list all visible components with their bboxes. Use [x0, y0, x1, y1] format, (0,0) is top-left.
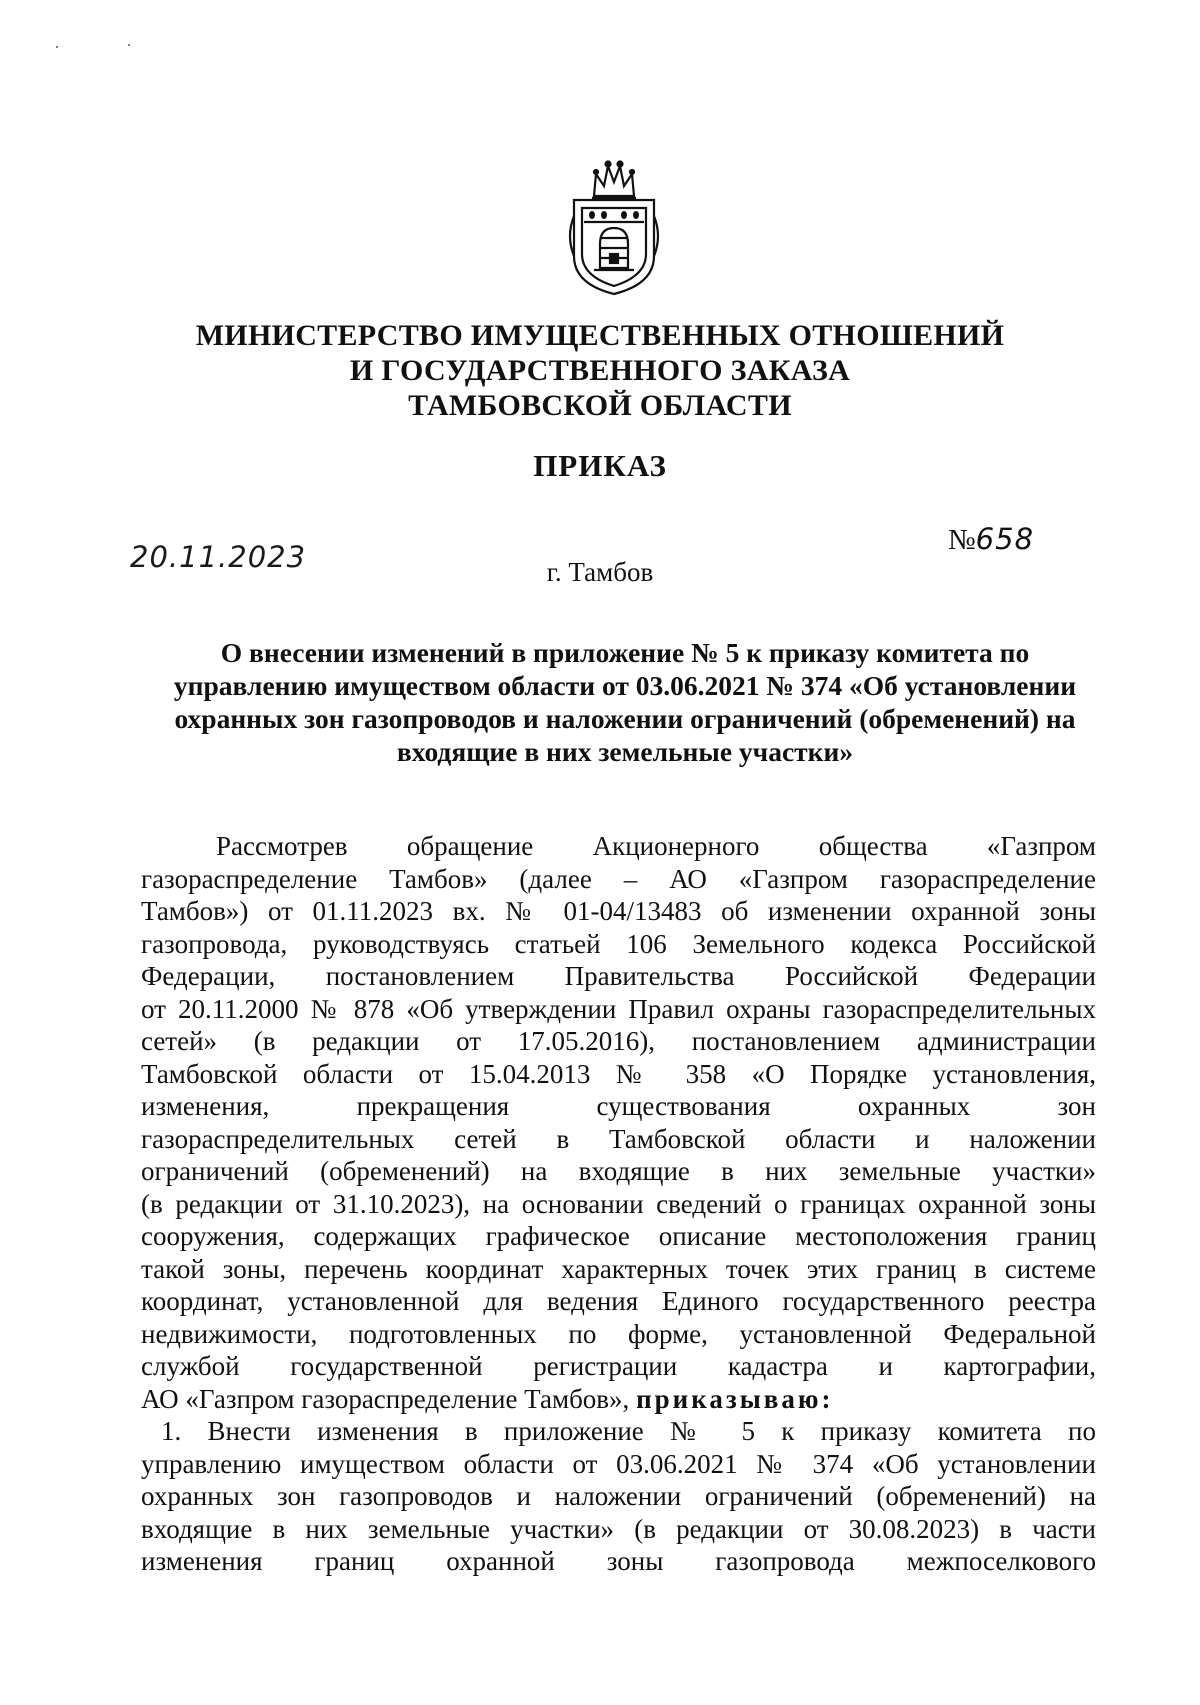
body-line: входящие в них земельные участки» (в редакции от 30.08.2023) в части — [141, 1513, 1096, 1544]
body-line: сооружения, содержащих графическое описание местоположения границ — [141, 1221, 1096, 1251]
body-line: 1. Внести изменения в приложение № 5 к приказу комитета по — [161, 1416, 1096, 1446]
body-line: координат, установленной для ведения Единого государственного реестра — [141, 1286, 1096, 1316]
document-number — [948, 522, 1034, 557]
body-line: от 20.11.2000 № 878 «Об утверждении Правил охраны газораспределительных — [141, 993, 1096, 1024]
body-line: такой зоны, перечень координат характерных точек этих границ в системе — [141, 1253, 1096, 1284]
body-line: охранных зон газопроводов и наложении ограничений (обременений) на — [141, 1481, 1096, 1511]
body-line: ограничений (обременений) на входящие в них земельные участки» — [141, 1156, 1096, 1186]
body-line: Тамбов») от 01.11.2023 вх. № 01-04/13483 об изменении охранной зоны — [141, 896, 1096, 926]
number-sign: № — [948, 524, 976, 556]
body-line: газораспределительных сетей в Тамбовской области и наложении — [141, 1123, 1096, 1154]
order-verb: приказываю: — [636, 1383, 834, 1414]
handwritten-number: 658 — [975, 522, 1035, 556]
city-line: г. Тамбов — [546, 557, 654, 587]
ministry-line-1: МИНИСТЕРСТВО ИМУЩЕСТВЕННЫХ ОТНОШЕНИЙ — [195, 319, 1005, 352]
body-line: газораспределение Тамбов» (далее – АО «Газпром газораспределение — [141, 863, 1096, 894]
body-line: Федерации, постановлением Правительства Российской Федерации — [141, 961, 1096, 991]
body-line: сетей» (в редакции от 17.05.2016), постановлением администрации — [141, 1026, 1096, 1056]
body-line: Тамбовской области от 15.04.2013 № 358 «О Порядке установления, — [141, 1058, 1096, 1089]
body-line: (в редакции от 31.10.2023), на основании сведений о границах охранной зоны — [141, 1188, 1096, 1219]
scan-speck — [56, 46, 58, 48]
ministry-name — [0, 318, 1200, 423]
body-line: управлению имуществом области от 03.06.2021 № 374 «Об установлении — [141, 1448, 1096, 1479]
document-type: ПРИКАЗ — [533, 448, 667, 483]
coat-of-arms-emblem — [566, 156, 662, 298]
ministry-line-3: ТАМБОВСКОЙ ОБЛАСТИ — [408, 389, 792, 422]
body-line-final — [141, 1383, 1096, 1416]
title-line: охранных зон газопроводов и наложении ограничений (обременений) на — [174, 703, 1076, 734]
body-line: службой государственной регистрации кадастра и картографии, — [141, 1351, 1096, 1381]
handwritten-date: 20.11.2023 — [130, 540, 307, 574]
body-line-text: АО «Газпром газораспределение Тамбов», — [141, 1383, 637, 1414]
title-line: управлению имуществом области от 03.06.2021 № 374 «Об установлении — [173, 670, 1077, 701]
order-body — [141, 830, 1096, 1578]
body-line: недвижимости, подготовленных по форме, установленной Федеральной — [141, 1318, 1096, 1349]
body-line: Рассмотрев обращение Акционерного общества «Газпром — [216, 831, 1096, 861]
body-line: изменения, прекращения существования охранных зон — [141, 1091, 1096, 1121]
scan-speck — [128, 44, 130, 46]
title-line: О внесении изменений в приложение № 5 к приказу комитета по — [220, 637, 1030, 668]
body-line: изменения границ охранной зоны газопровода межпоселкового — [141, 1546, 1096, 1576]
title-line: входящие в них земельные участки» — [396, 736, 854, 767]
body-line: газопровода, руководствуясь статьей 106 Земельного кодекса Российской — [141, 928, 1096, 959]
order-title — [150, 636, 1100, 768]
ministry-line-2: И ГОСУДАРСТВЕННОГО ЗАКАЗА — [349, 354, 851, 387]
